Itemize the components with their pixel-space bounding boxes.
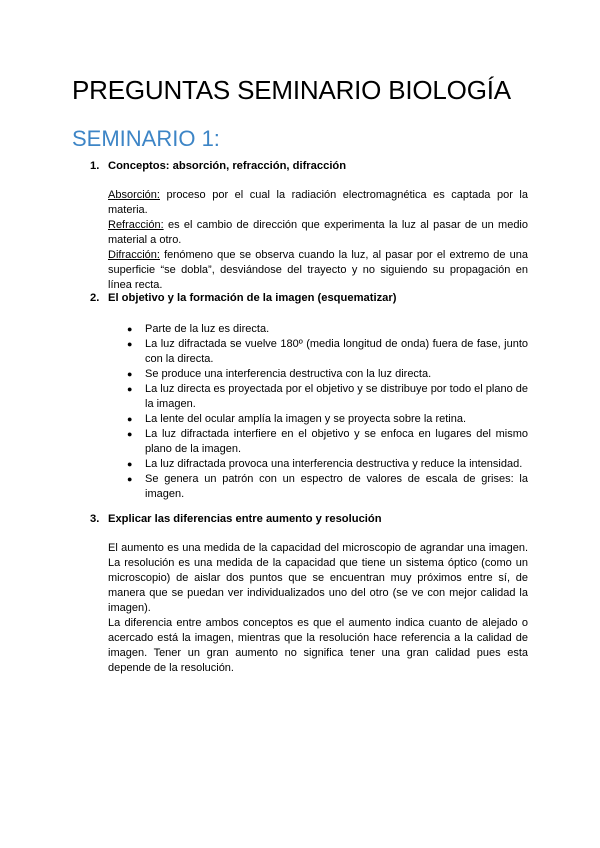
question-title: Conceptos: absorción, refracción, difracción	[108, 160, 347, 172]
bullet-icon: ●	[127, 384, 133, 394]
question-2-heading	[90, 292, 396, 304]
bullet-icon: ●	[127, 369, 133, 379]
page-title: PREGUNTAS SEMINARIO BIOLOGÍA	[72, 75, 511, 105]
question-title: El objetivo y la formación de la imagen (esquematizar)	[108, 292, 397, 304]
definition-refraccion	[108, 218, 528, 248]
bullet-icon: ●	[127, 474, 133, 484]
list-item: ● La luz directa es proyectada por el objetivo y se distribuye por todo el plano de la imagen.	[127, 383, 528, 410]
question-3-heading	[90, 513, 382, 525]
definition-term: Difracción:	[108, 249, 160, 261]
bullet-icon: ●	[127, 459, 133, 469]
question-title: Explicar las diferencias entre aumento y resolución	[108, 513, 382, 525]
list-item: ● La lente del ocular amplía la imagen y se proyecta sobre la retina.	[127, 413, 467, 425]
list-item: ● Se genera un patrón con un espectro de valores de escala de grises: la imagen.	[127, 473, 528, 500]
answer-paragraph: El aumento es una medida de la capacidad del microscopio de agrandar una imagen. La resolución es una medida de la capacidad que tiene un sistema óptico (como un microscopio) de aislar dos puntos que se encuentran muy próximos entre sí, de manera que se puedan ver individualizados uno del otro (se ve con mejor calidad la imagen).	[108, 542, 528, 614]
bullet-icon: ●	[127, 324, 133, 334]
definition-term: Absorción:	[108, 189, 160, 201]
answer-paragraph: La diferencia entre ambos conceptos es que el aumento indica cuanto de alejado o acercado está la imagen, mientras que la resolución hace referencia a la calidad de imagen. Tener un gran aumento no significa tener una gran calidad pues esta depende de la resolución.	[108, 617, 528, 674]
bullet-icon: ●	[127, 339, 133, 349]
list-item: ● La luz difractada interfiere en el objetivo y se enfoca en lugares del mismo plano de la imagen.	[127, 428, 528, 455]
definition-difraccion	[108, 248, 528, 293]
bullet-icon: ●	[127, 429, 133, 439]
definition-term: Refracción:	[108, 219, 164, 231]
definition-text: proceso por el cual la radiación electromagnética es captada por la materia.	[108, 189, 528, 216]
definition-text: fenómeno que se observa cuando la luz, al pasar por el extremo de una superficie “se dobla”, desviándose del trayecto y no siguiendo su propagación en línea recta.	[108, 249, 528, 291]
question-1-heading	[90, 160, 346, 172]
question-number: 1.	[90, 160, 100, 172]
list-item: ● La luz difractada se vuelve 180º (media longitud de onda) fuera de fase, junto con la directa.	[127, 338, 528, 365]
definition-absorcion	[108, 188, 528, 218]
list-item: ● La luz difractada provoca una interferencia destructiva y reduce la intensidad.	[127, 458, 523, 470]
question-1-definitions	[108, 188, 528, 293]
question-number: 3.	[90, 513, 100, 525]
list-item: ● Parte de la luz es directa.	[127, 323, 270, 335]
question-2-bullet-list	[108, 322, 528, 502]
seminar-heading: SEMINARIO 1:	[72, 126, 220, 151]
question-number: 2.	[90, 292, 100, 304]
question-3-answer	[108, 541, 528, 676]
bullet-icon: ●	[127, 414, 133, 424]
list-item: ● Se produce una interferencia destructiva con la luz directa.	[127, 368, 432, 380]
definition-text: es el cambio de dirección que experimenta la luz al pasar de un medio material a otro.	[108, 219, 528, 246]
